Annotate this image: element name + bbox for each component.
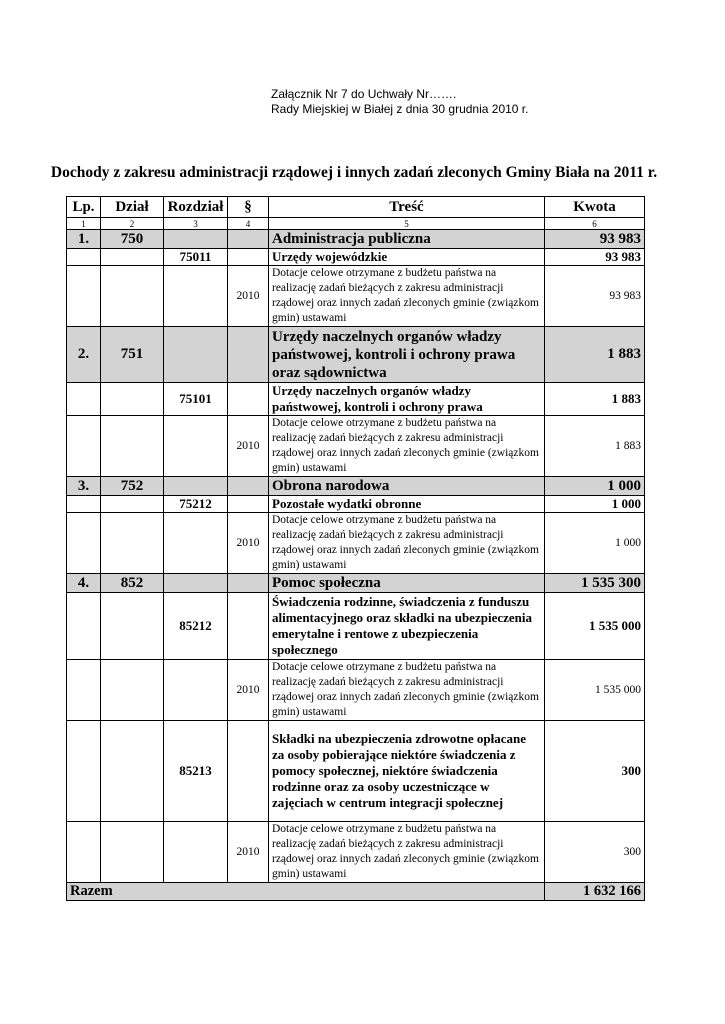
column-number: 1: [67, 218, 101, 230]
document-title: Dochody z zakresu administracji rządowej i innych zadań zleconych Gminy Biała na 2011 r.: [50, 164, 658, 181]
subsection-kwota: 1 535 000: [545, 593, 645, 660]
section-row: [67, 477, 645, 496]
column-number: 2: [101, 218, 164, 230]
paragraph-tresc: Dotacje celowe otrzymane z budżetu państwa na realizację zadań bieżących z zakresu administracji rządowej oraz innych zadań zleconych gminie (związkom gmin) ustawami: [269, 822, 545, 883]
subsection-rozdzial: 75011: [164, 249, 228, 266]
subsection-kwota: 1 000: [545, 496, 645, 513]
paragraph-tresc: Dotacje celowe otrzymane z budżetu państwa na realizację zadań bieżących z zakresu administracji rządowej oraz innych zadań zleconych gminie (związkom gmin) ustawami: [269, 266, 545, 327]
subsection-tresc: Pozostałe wydatki obronne: [269, 496, 545, 513]
section-dzial: 750: [101, 230, 164, 249]
subsection-tresc: Urzędy wojewódzkie: [269, 249, 545, 266]
header-dzial: Dział: [101, 197, 164, 218]
header-paragraph: §: [228, 197, 269, 218]
subsection-rozdzial: 85213: [164, 721, 228, 822]
section-tresc: Administracja publiczna: [269, 230, 545, 249]
attachment-line-2: Rady Miejskiej w Białej z dnia 30 grudnia 2010 r.: [271, 102, 529, 116]
subsection-kwota: 300: [545, 721, 645, 822]
subsection-rozdzial: 75101: [164, 383, 228, 416]
section-lp: 2.: [67, 327, 101, 383]
section-lp: 4.: [67, 574, 101, 593]
paragraph-kwota: 93 983: [545, 266, 645, 327]
subsection-tresc: Świadczenia rodzinne, świadczenia z funduszu alimentacyjnego oraz składki na ubezpieczenia emerytalne i rentowe z ubezpieczenia społecznego: [269, 593, 545, 660]
section-row: [67, 327, 645, 383]
header-lp: Lp.: [67, 197, 101, 218]
subsection-tresc: Urzędy naczelnych organów władzy państwowej, kontroli i ochrony prawa: [269, 383, 545, 416]
section-tresc: Urzędy naczelnych organów władzy państwowej, kontroli i ochrony prawa oraz sądownictwa: [269, 327, 545, 383]
paragraph-row: [67, 822, 645, 883]
paragraph-code: 2010: [228, 416, 269, 477]
section-kwota: 1 535 300: [545, 574, 645, 593]
header-kwota: Kwota: [545, 197, 645, 218]
paragraph-kwota: 1 535 000: [545, 660, 645, 721]
header-tresc: Treść: [269, 197, 545, 218]
subsection-row: [67, 249, 645, 266]
paragraph-row: [67, 660, 645, 721]
header-rozdzial: Rozdział: [164, 197, 228, 218]
paragraph-tresc: Dotacje celowe otrzymane z budżetu państwa na realizację zadań bieżących z zakresu administracji rządowej oraz innych zadań zleconych gminie (związkom gmin) ustawami: [269, 660, 545, 721]
column-number: 3: [164, 218, 228, 230]
paragraph-code: 2010: [228, 822, 269, 883]
subsection-row: [67, 496, 645, 513]
section-dzial: 752: [101, 477, 164, 496]
paragraph-code: 2010: [228, 266, 269, 327]
subsection-row: [67, 383, 645, 416]
paragraph-tresc: Dotacje celowe otrzymane z budżetu państwa na realizację zadań bieżących z zakresu administracji rządowej oraz innych zadań zleconych gminie (związkom gmin) ustawami: [269, 513, 545, 574]
subsection-rozdzial: 85212: [164, 593, 228, 660]
section-lp: 1.: [67, 230, 101, 249]
subsection-row: [67, 593, 645, 660]
section-kwota: 1 883: [545, 327, 645, 383]
section-row: [67, 230, 645, 249]
section-dzial: 852: [101, 574, 164, 593]
paragraph-row: [67, 416, 645, 477]
section-tresc: Obrona narodowa: [269, 477, 545, 496]
subsection-row: [67, 721, 645, 822]
paragraph-row: [67, 266, 645, 327]
paragraph-code: 2010: [228, 513, 269, 574]
income-table: [66, 196, 645, 901]
section-tresc: Pomoc społeczna: [269, 574, 545, 593]
total-label: Razem: [67, 883, 545, 901]
total-row: [67, 883, 645, 901]
column-number: 4: [228, 218, 269, 230]
column-number: 5: [269, 218, 545, 230]
section-dzial: 751: [101, 327, 164, 383]
paragraph-code: 2010: [228, 660, 269, 721]
subsection-tresc: Składki na ubezpieczenia zdrowotne opłacane za osoby pobierające niektóre świadczenia z pomocy społecznej, niektóre świadczenia rodzinne oraz za osoby uczestniczące w zajęciach w centrum integracji społecznej: [269, 721, 545, 822]
attachment-line-1: Załącznik Nr 7 do Uchwały Nr…….: [271, 87, 457, 101]
section-lp: 3.: [67, 477, 101, 496]
attachment-header: [271, 87, 528, 117]
section-kwota: 1 000: [545, 477, 645, 496]
paragraph-kwota: 1 883: [545, 416, 645, 477]
subsection-kwota: 93 983: [545, 249, 645, 266]
table-header-row: [67, 197, 645, 218]
column-number: 6: [545, 218, 645, 230]
column-numbers-row: [67, 218, 645, 230]
section-row: [67, 574, 645, 593]
subsection-rozdzial: 75212: [164, 496, 228, 513]
paragraph-row: [67, 513, 645, 574]
paragraph-kwota: 1 000: [545, 513, 645, 574]
paragraph-kwota: 300: [545, 822, 645, 883]
total-kwota: 1 632 166: [545, 883, 645, 901]
paragraph-tresc: Dotacje celowe otrzymane z budżetu państwa na realizację zadań bieżących z zakresu administracji rządowej oraz innych zadań zleconych gminie (związkom gmin) ustawami: [269, 416, 545, 477]
section-kwota: 93 983: [545, 230, 645, 249]
subsection-kwota: 1 883: [545, 383, 645, 416]
